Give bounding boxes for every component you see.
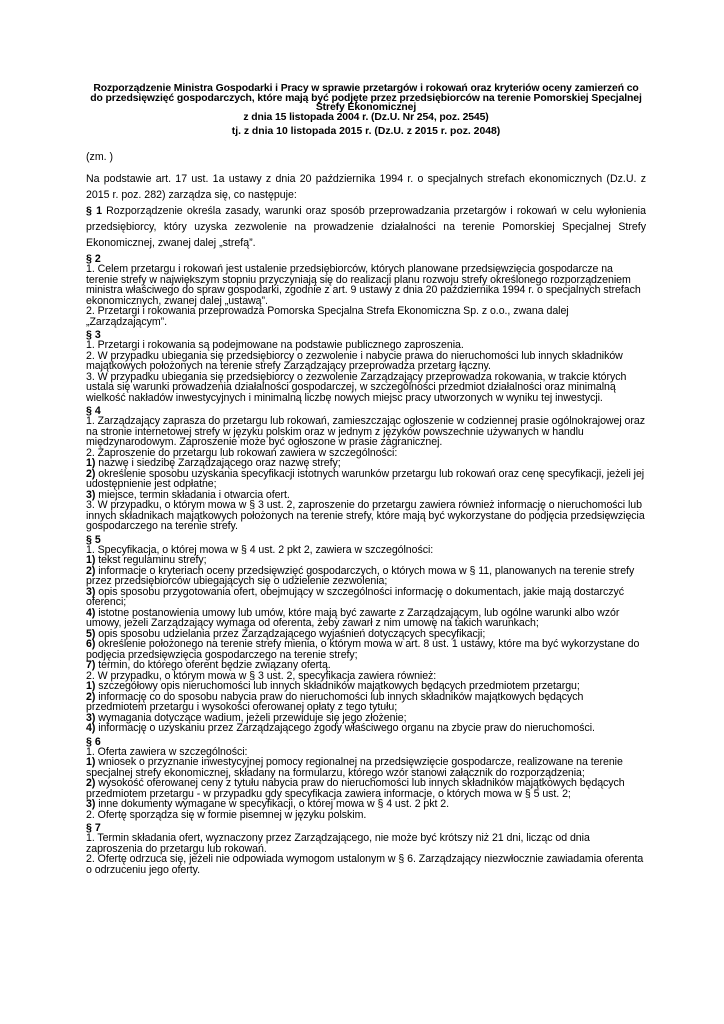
item-text: tekst regulaminu strefy; (95, 554, 207, 567)
document-title (86, 84, 646, 122)
list-item (86, 778, 646, 799)
title-line: z dnia 15 listopada 2004 r. (Dz.U. Nr 254, poz. 2545) (243, 111, 489, 123)
section-3-label: § 3 (86, 329, 101, 342)
paragraph: 1. Celem przetargu i rokowań jest ustalenie przedsiębiorców, których planowane przedsięwzięcia gospodarcze na terenie strefy w największym stopniu przyczyniają się do realizacji planu rozwoju strefy określonego rozporządzeniem ministra właściwego do spraw gospodarki, zgodnie z art. 9 ustawy z dnia 20 października 1994 r. o specjalnych strefach ekonomicznych, zwanej dalej „ustawą”. (86, 263, 641, 307)
item-number: 4) (86, 606, 96, 619)
item-text: opis sposobu udzielania przez Zarządzającego wyjaśnień dotyczących specyfikacji; (95, 627, 486, 640)
section-6-body (86, 747, 646, 821)
item-text: termin, do którego oferent będzie związany ofertą. (95, 659, 331, 672)
section-1-label: § 1 (86, 205, 102, 218)
item-number: 2) (86, 777, 96, 790)
item-number: 3) (86, 798, 96, 811)
section-6-label: § 6 (86, 735, 101, 748)
section-7-body (86, 833, 646, 875)
item-number: 2) (86, 690, 96, 703)
section-4-body (86, 416, 646, 532)
item-text: informację co do sposobu nabycia praw do nieruchomości lub innych składników majątkowych będących przedmiotem przetargu i wysokości oferowanej opłaty z tego tytułu; (86, 690, 584, 714)
item-number: 3) (86, 488, 96, 501)
item-number: 3) (86, 585, 96, 598)
list-item (86, 566, 646, 587)
list-item (86, 469, 646, 490)
preamble: Na podstawie art. 17 ust. 1a ustawy z dnia 20 października 1994 r. o specjalnych strefach ekonomicznych (Dz.U. z 2015 r. poz. 282) zarządza się, co następuje: (86, 173, 646, 202)
paragraph: 1. Oferta zawiera w szczególności: (86, 745, 248, 758)
item-number: 2) (86, 467, 96, 480)
list-item (86, 692, 646, 713)
paragraph: 2. Ofertę sporządza się w formie pisemnej w języku polskim. (86, 808, 367, 821)
item-text: szczegółowy opis nieruchomości lub innych składników majątkowych będących przedmiotem przetargu; (95, 680, 580, 693)
section-1 (86, 203, 646, 251)
paragraph: 3. W przypadku, o którym mowa w § 3 ust. 2, zaproszenie do przetargu zawiera również informację o nieruchomości lub innych składnikach majątkowych położonych na terenie strefy, które mają być wykorzystane do podjęcia przedsięwzięcia gospodarczego na terenie strefy. (86, 499, 645, 533)
paragraph: 2. Przetargi i rokowania przeprowadza Pomorska Specjalna Strefa Ekonomiczna Sp. z o.o., zwana dalej „Zarządzającym”. (86, 305, 569, 328)
list-item (86, 639, 646, 660)
section-5-body (86, 545, 646, 734)
item-number: 5) (86, 627, 96, 640)
paragraph: 3. W przypadku ubiegania się przedsiębiorcy o zezwolenie Zarządzający przeprowadza rokowania, w trakcie których ustala się warunki prowadzenia działalności gospodarczej, w szczególności przedmiot działalności oraz minimalną wielkość nakładów inwestycyjnych i minimalną liczbę nowych miejsc pracy utworzonych w wyniku tej inwestycji. (86, 370, 627, 404)
item-text: wymagania dotyczące wadium, jeżeli przewiduje się jego złożenie; (95, 711, 407, 724)
title-line: do przedsięwzięć gospodarczych, które mają być podjęte przez przedsiębiorców na terenie Pomorskiej Specjalnej (90, 92, 642, 104)
item-text: wysokość oferowanej ceny z tytułu nabycia praw do nieruchomości lub innych składników majątkowych będących przedmiotem przetargu - w przypadku gdy specyfikacja zawiera informacje, o których mowa w § 5 ust. 2; (86, 777, 625, 800)
item-number: 4) (86, 722, 96, 735)
paragraph: 2. Ofertę odrzuca się, jeżeli nie odpowiada wymogom ustalonym w § 6. Zarządzający niezwłocznie zawiadamia oferenta o odrzuceniu jego oferty. (86, 853, 644, 876)
item-number: 1) (86, 680, 96, 693)
paragraph: 2. Zaproszenie do przetargu lub rokowań zawiera w szczególności: (86, 446, 398, 459)
item-text: określenie położonego na terenie strefy mienia, o którym mowa w art. 8 ust. 1 ustawy, które ma być wykorzystane do podjęcia przedsięwzięcia gospodarczego na terenie strefy; (86, 638, 640, 661)
item-number: 2) (86, 564, 96, 577)
section-2-body (86, 264, 646, 327)
section-1-text: Rozporządzenie określa zasady, warunki oraz sposób przeprowadzania przetargów i rokowań w celu wyłonienia przedsiębiorcy, który uzyska zezwolenie na prowadzenie działalności na terenie Pomorskiej Specjalnej Strefy Ekonomicznej, zwanej dalej „strefą”. (86, 205, 646, 250)
document-page (86, 84, 646, 875)
item-number: 6) (86, 638, 96, 651)
list-item (86, 723, 646, 734)
item-text: wniosek o przyznanie inwestycyjnej pomocy regionalnej na przedsięwzięcie gospodarcze, realizowane na terenie specjalnej strefy ekonomicznej, składany na formularzu, którego wzór stanowi załącznik do rozporządzenia; (86, 756, 623, 779)
item-text: nazwę i siedzibę Zarządzającego oraz nazwę strefy; (95, 457, 341, 470)
title-line: Rozporządzenie Ministra Gospodarki i Pracy w sprawie przetargów i rokowań oraz kryteriów oceny zamierzeń co (93, 83, 639, 94)
paragraph: 1. Przetargi i rokowania są podejmowane na podstawie publicznego zaproszenia. (86, 339, 464, 352)
item-number: 1) (86, 554, 96, 567)
section-5-label: § 5 (86, 533, 101, 546)
item-text: informacje o kryteriach oceny przedsięwzięć gospodarczych, o których mowa w § 11, planowanych na terenie strefy przez przedsiębiorców ubiegających się o udzielenie zezwolenia; (86, 564, 635, 588)
title-line: Strefy Ekonomicznej (315, 102, 417, 114)
paragraph: 2. W przypadku, o którym mowa w § 3 ust. 2, specyfikacja zawiera również: (86, 669, 437, 682)
consolidated-text-reference: tj. z dnia 10 listopada 2015 r. (Dz.U. z 2015 r. poz. 2048) (231, 126, 501, 138)
section-2-label: § 2 (86, 253, 101, 266)
item-text: opis sposobu przygotowania ofert, obejmujący w szczególności informację o dokumentach, jakie mają dostarczyć oferenci; (86, 585, 624, 609)
item-number: 7) (86, 659, 96, 672)
amendments-note: (zm. ) (86, 151, 114, 164)
item-text: inne dokumenty wymagane w specyfikacji, o której mowa w § 4 ust. 2 pkt 2. (95, 798, 450, 811)
paragraph: 1. Zarządzający zaprasza do przetargu lub rokowań, zamieszczając ogłoszenie w codziennej prasie ogólnokrajowej oraz na stronie internetowej strefy w języku polskim oraz w jednym z języków powszechnie używanych w handlu międzynarodowym. Zaproszenie może być ogłoszone w prasie zagranicznej. (86, 415, 645, 449)
section-3-body (86, 340, 646, 403)
list-item (86, 587, 646, 608)
item-text: miejsce, termin składania i otwarcia ofert. (95, 488, 290, 501)
item-number: 1) (86, 457, 96, 470)
item-text: istotne postanowienia umowy lub umów, które mają być zawarte z Zarządzającym, lub ogólne warunki albo wzór umowy, jeżeli Zarządzający wymaga od oferenta, żeby zawarł z nim umowę na takich warunkach; (86, 606, 620, 630)
section-4-label: § 4 (86, 405, 101, 418)
item-number: 3) (86, 711, 96, 724)
list-item (86, 608, 646, 629)
section-7-label: § 7 (86, 822, 101, 835)
item-number: 1) (86, 756, 96, 769)
paragraph: 1. Termin składania ofert, wyznaczony przez Zarządzającego, nie może być krótszy niż 21 dni, licząc od dnia zaproszenia do przetargu lub rokowań. (86, 832, 590, 855)
list-item (86, 757, 646, 778)
item-text: określenie sposobu uzyskania specyfikacji istotnych warunków przetargu lub rokowań oraz cenę specyfikacji, jeżeli jej udostępnienie jest odpłatne; (86, 467, 645, 491)
paragraph: 1. Specyfikacja, o której mowa w § 4 ust. 2 pkt 2, zawiera w szczególności: (86, 543, 434, 556)
item-text: informację o uzyskaniu przez Zarządzającego zgody właściwego organu na zbycie praw do nieruchomości. (95, 722, 595, 735)
paragraph: 2. W przypadku ubiegania się przedsiębiorcy o zezwolenie i nabycie prawa do nieruchomości lub innych składników majątkowych położonych na terenie strefy Zarządzający przeprowadza przetarg łączny. (86, 349, 623, 373)
